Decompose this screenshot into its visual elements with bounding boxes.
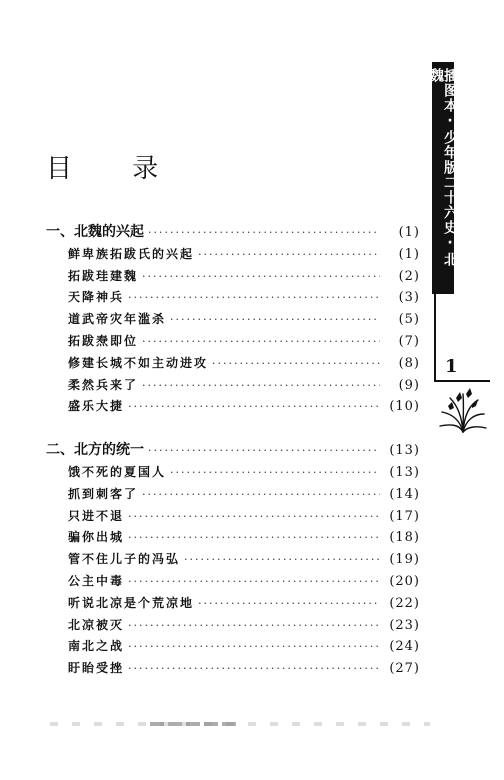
toc-entry[interactable] [46,484,420,506]
page-number: 1 [445,356,458,377]
dot-leader [142,266,380,288]
entry-page: (18) [389,530,420,546]
dot-leader [128,287,380,309]
toc-entry[interactable] [46,462,420,484]
dot-leader [128,571,380,593]
dot-leader [198,244,380,266]
entry-title: 管不住儿子的冯弘 [68,552,181,567]
toc-entry[interactable] [46,636,420,658]
dot-leader [128,527,380,549]
entry-title: 鲜卑族拓跋氏的兴起 [68,246,195,261]
toc-section-2 [46,440,420,680]
dot-leader [128,636,380,658]
side-tab-text: 插图本·少年版二十六史·北 魏 [428,68,458,267]
orchid-illustration-icon [438,384,488,434]
entry-page: (1) [398,246,420,262]
entry-title: 拓跋焘即位 [68,333,139,348]
entry-page: (27) [389,661,420,677]
entry-page: (9) [398,377,420,393]
dot-leader [198,593,380,615]
table-of-contents [46,222,420,680]
chapter-page: (1) [398,225,420,240]
entry-title: 盛乐大捷 [68,399,125,414]
toc-entry[interactable] [46,287,420,309]
side-tab [428,62,458,294]
dot-leader [184,549,380,571]
toc-entry[interactable] [46,658,420,680]
entry-page: (24) [389,639,420,655]
entry-title: 盱眙受挫 [68,661,125,676]
entry-page: (17) [389,508,420,524]
dot-leader [142,375,380,397]
dot-leader [170,462,380,484]
entry-title: 天降神兵 [68,290,125,305]
toc-entry[interactable] [46,593,420,615]
scan-artifact [150,722,240,726]
chapter-title: 二、北方的统一 [46,442,144,459]
entry-title: 听说北凉是个荒凉地 [68,595,195,610]
dot-leader [142,331,380,353]
page-number-rule [434,380,490,382]
dot-leader [128,615,380,637]
toc-entry[interactable] [46,615,420,637]
toc-chapter-heading[interactable] [46,440,420,462]
entry-title: 抓到刺客了 [68,486,139,501]
toc-entry[interactable] [46,353,420,375]
scan-artifact [50,722,430,726]
toc-entry[interactable] [46,309,420,331]
entry-page: (14) [389,486,420,502]
entry-title: 柔然兵来了 [68,377,139,392]
toc-entry[interactable] [46,396,420,418]
toc-entry[interactable] [46,331,420,353]
entry-page: (19) [389,552,420,568]
dot-leader [128,658,380,680]
dot-leader [148,440,380,462]
dot-leader [170,309,380,331]
toc-entry[interactable] [46,375,420,397]
side-rule [434,294,436,380]
entry-title: 饿不死的夏国人 [68,464,167,479]
entry-page: (23) [389,617,420,633]
toc-entry[interactable] [46,506,420,528]
entry-page: (10) [389,399,420,415]
entry-page: (22) [389,595,420,611]
toc-chapter-heading[interactable] [46,222,420,244]
chapter-page: (13) [389,443,420,459]
toc-entry[interactable] [46,266,420,288]
toc-title: 目 录 [46,154,185,184]
toc-entry[interactable] [46,571,420,593]
entry-page: (5) [398,312,420,328]
entry-title: 只进不退 [68,508,125,523]
entry-title: 拓跋珪建魏 [68,268,139,283]
chapter-title: 一、北魏的兴起 [46,224,144,240]
dot-leader [142,484,380,506]
entry-page: (20) [389,573,420,589]
entry-page: (7) [398,333,420,349]
entry-title: 道武帝灾年滥杀 [68,312,167,327]
entry-title: 公主中毒 [68,573,125,588]
dot-leader [148,222,380,244]
entry-page: (3) [398,290,420,306]
entry-page: (2) [398,268,420,284]
entry-title: 修建长城不如主动进攻 [68,355,209,370]
section-spacer [46,418,420,440]
toc-entry[interactable] [46,244,420,266]
entry-page: (8) [398,355,420,371]
entry-title: 北凉被灭 [68,617,125,632]
toc-entry[interactable] [46,549,420,571]
toc-section-1 [46,222,420,418]
dot-leader [128,506,380,528]
entry-page: (13) [389,464,420,480]
entry-title: 骗你出城 [68,530,125,545]
dot-leader [128,396,380,418]
dot-leader [212,353,380,375]
entry-title: 南北之战 [68,639,125,654]
toc-entry[interactable] [46,527,420,549]
